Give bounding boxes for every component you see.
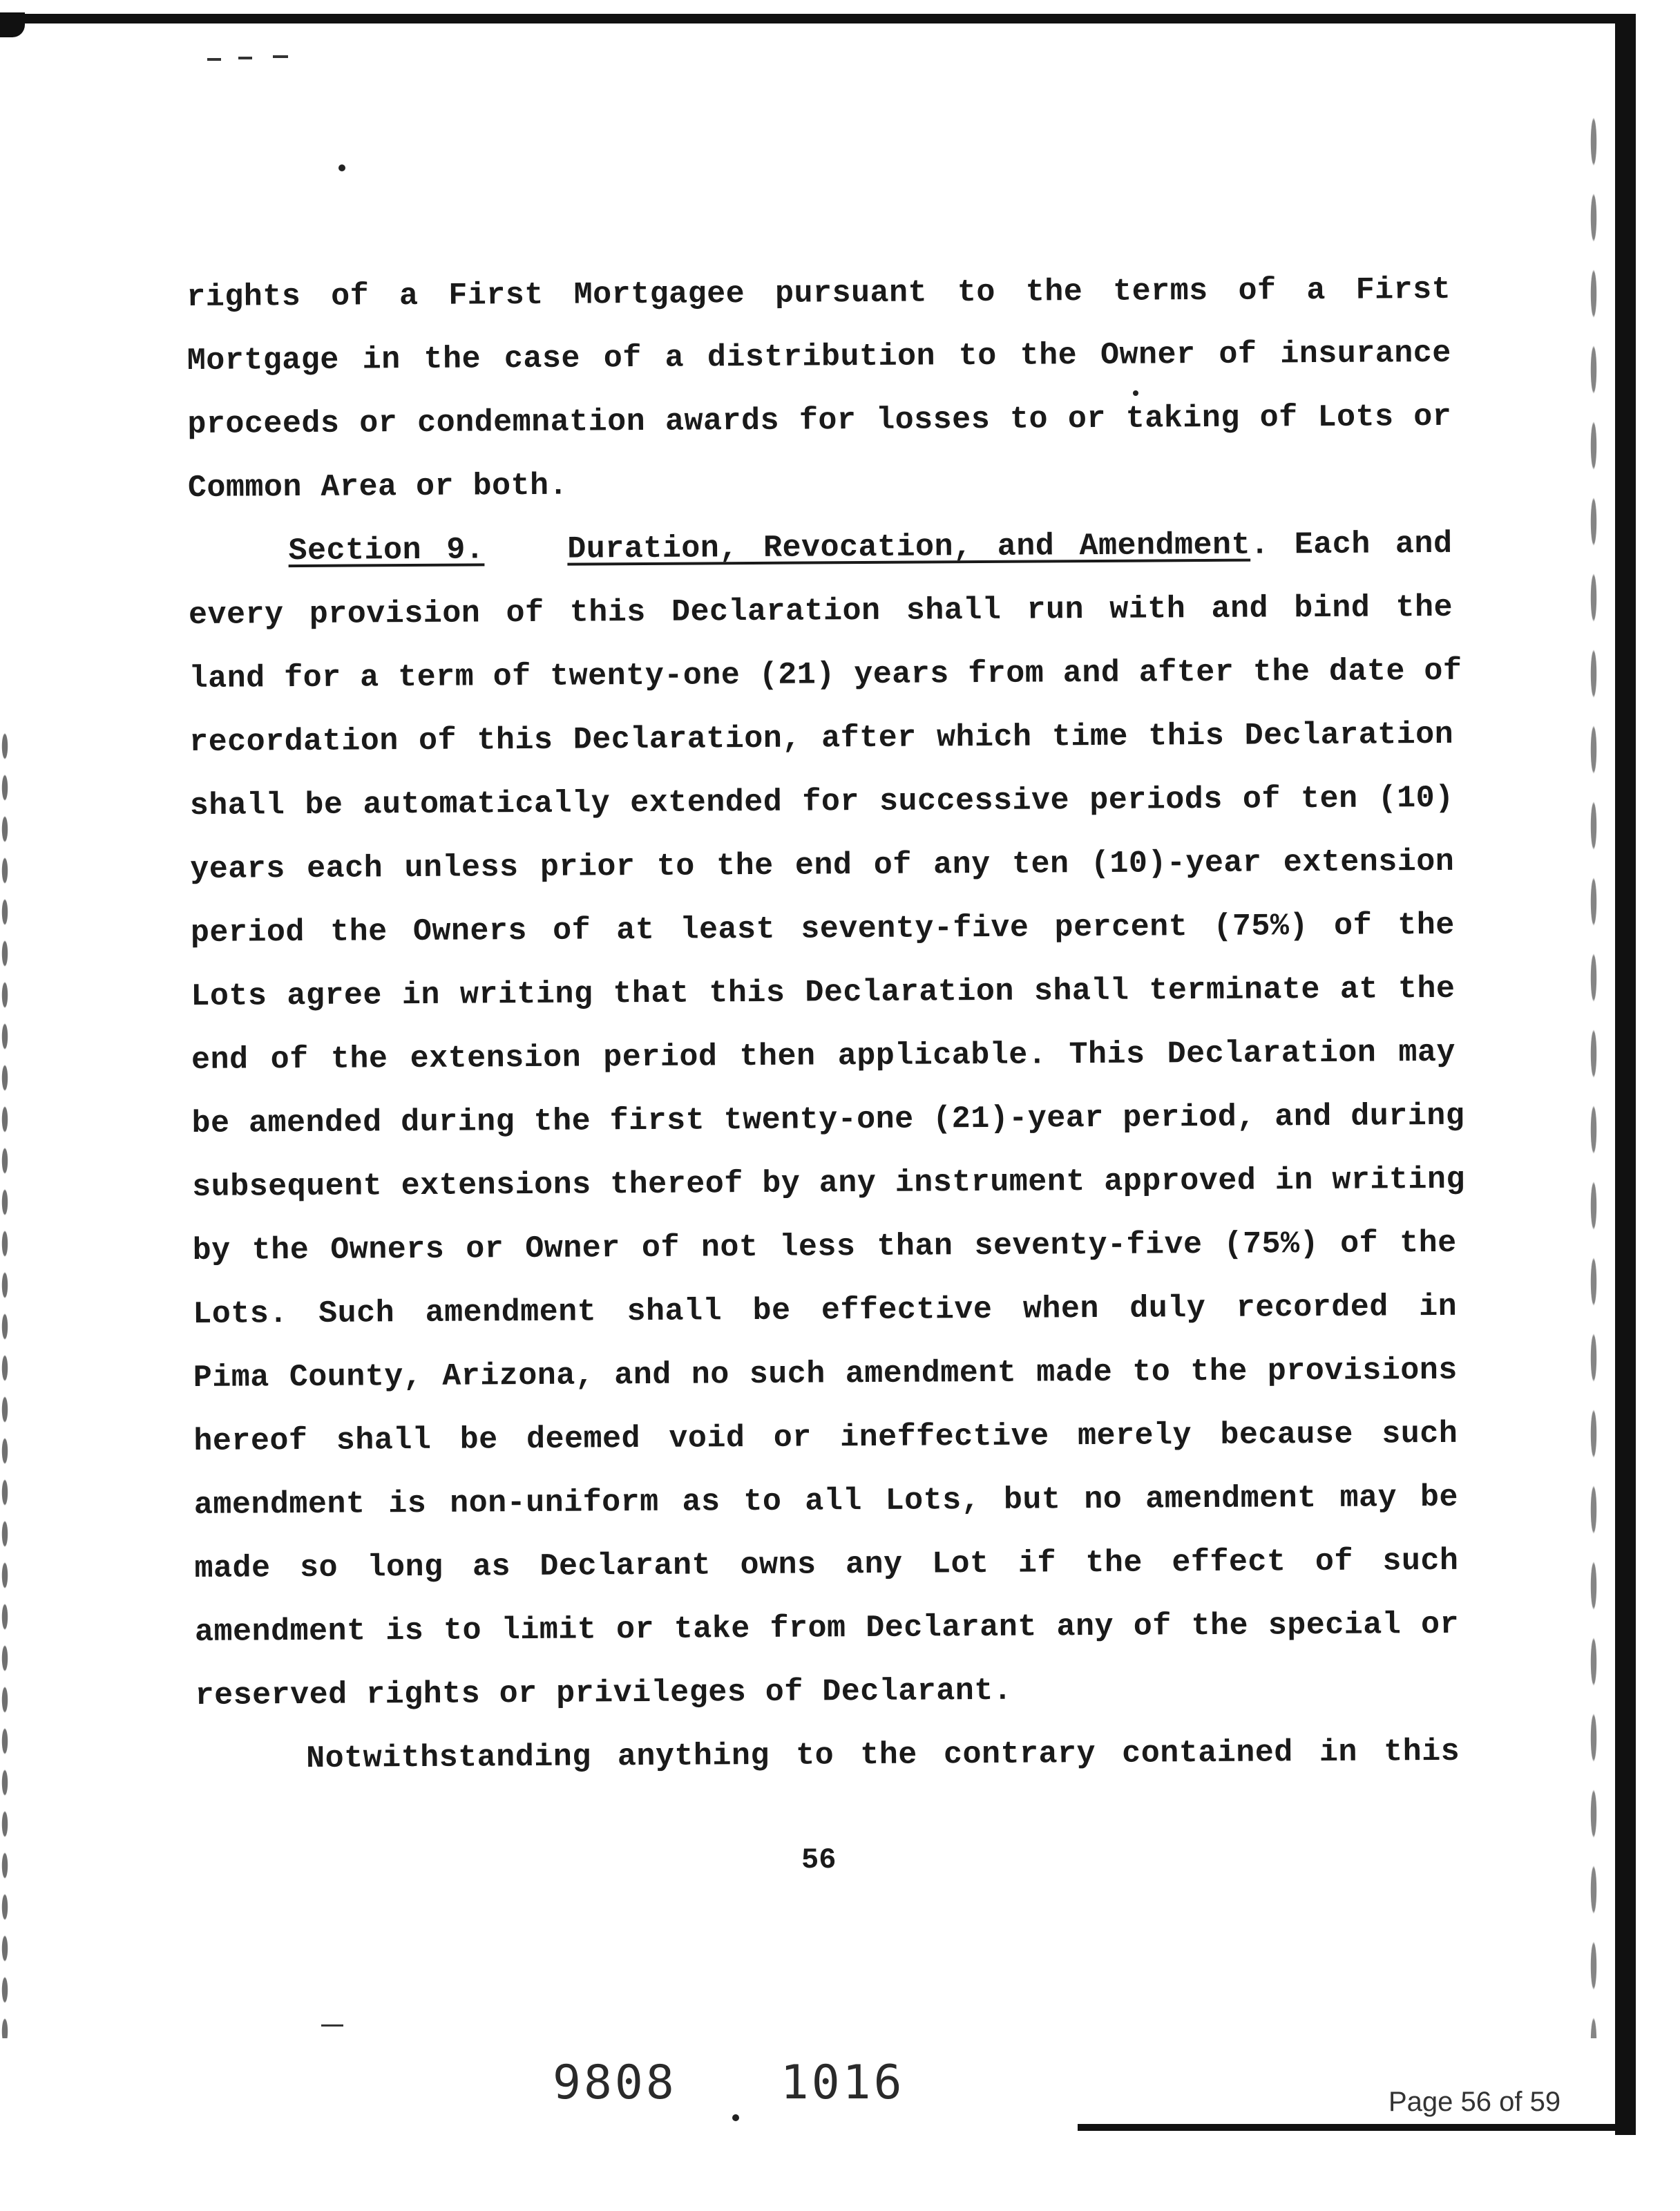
text-line: Lots agree in writing that this Declaration shall terminate at the	[191, 971, 1455, 1014]
scan-speck	[338, 164, 345, 171]
section-title-tail: . Each and	[1250, 526, 1453, 563]
text-line: be amended during the first twenty-one (21)-year period, and during	[191, 1098, 1465, 1141]
text-line: by the Owners or Owner of not less than seventy-five (75%) of the	[192, 1225, 1457, 1269]
recording-stamp	[553, 2056, 905, 2110]
text-line: amendment is to limit or take from Declarant any of the special or	[194, 1606, 1460, 1650]
text-line: proceeds or condemnation awards for losses to or taking of Lots or	[187, 399, 1452, 442]
scan-dash-mark	[238, 57, 252, 59]
text-line: every provision of this Declaration shall run with and bind the	[188, 589, 1453, 633]
text-line: subsequent extensions thereof by any instrument approved in writing	[191, 1161, 1466, 1205]
page-count: Page 56 of 59	[1388, 2087, 1561, 2117]
scan-border-right	[1615, 14, 1636, 2135]
section-title: Duration, Revocation, and Amendment	[567, 527, 1251, 567]
scan-dash-mark	[321, 2024, 343, 2027]
text-line: land for a term of twenty-one (21) years from and after the date of	[189, 653, 1462, 696]
text-line: rights of a First Mortgagee pursuant to the terms of a First	[187, 272, 1451, 315]
section-heading-line	[188, 513, 1453, 584]
text-line: recordation of this Declaration, after which time this Declaration	[189, 717, 1454, 760]
text-line: made so long as Declarant owns any Lot if the effect of such	[194, 1543, 1459, 1586]
text-line: hereof shall be deemed void or ineffective merely because such	[193, 1416, 1458, 1459]
text-line: amendment is non-uniform as to all Lots, but no amendment may be	[193, 1479, 1459, 1523]
scan-edge-noise-left	[0, 725, 10, 2038]
text-line: end of the extension period then applicable. This Declaration may	[191, 1034, 1456, 1078]
text-line: Lots. Such amendment shall be effective when duly recorded in	[193, 1289, 1458, 1332]
scan-corner-blot	[0, 12, 25, 37]
scan-border-top	[0, 14, 1630, 23]
page-number: 56	[801, 1843, 837, 1877]
text-line: shall be automatically extended for successive periods of ten (10)	[189, 780, 1454, 824]
section-number: Section 9.	[288, 532, 485, 569]
text-line: Mortgage in the case of a distribution to the Owner of insurance	[187, 335, 1451, 379]
scan-dash-mark	[207, 58, 221, 61]
text-line: reserved rights or privileges of Declarant.	[195, 1673, 1013, 1714]
recording-book: 9808	[553, 2056, 677, 2110]
text-line: years each unless prior to the end of any ten (10)-year extension	[190, 844, 1455, 887]
scan-border-bottom	[1078, 2124, 1630, 2131]
text-line: Pima County, Arizona, and no such amendment made to the provisions	[193, 1352, 1458, 1396]
recording-page: 1016	[780, 2056, 905, 2110]
scan-speck	[732, 2114, 739, 2121]
text-line: Notwithstanding anything to the contrary contained in this	[306, 1734, 1460, 1776]
scan-edge-noise-right	[1589, 104, 1598, 2038]
document-body	[187, 258, 1466, 1792]
text-line: period the Owners of at least seventy-five percent (75%) of the	[190, 907, 1455, 951]
scan-dash-mark	[273, 55, 288, 58]
text-line: Common Area or both.	[187, 468, 569, 506]
